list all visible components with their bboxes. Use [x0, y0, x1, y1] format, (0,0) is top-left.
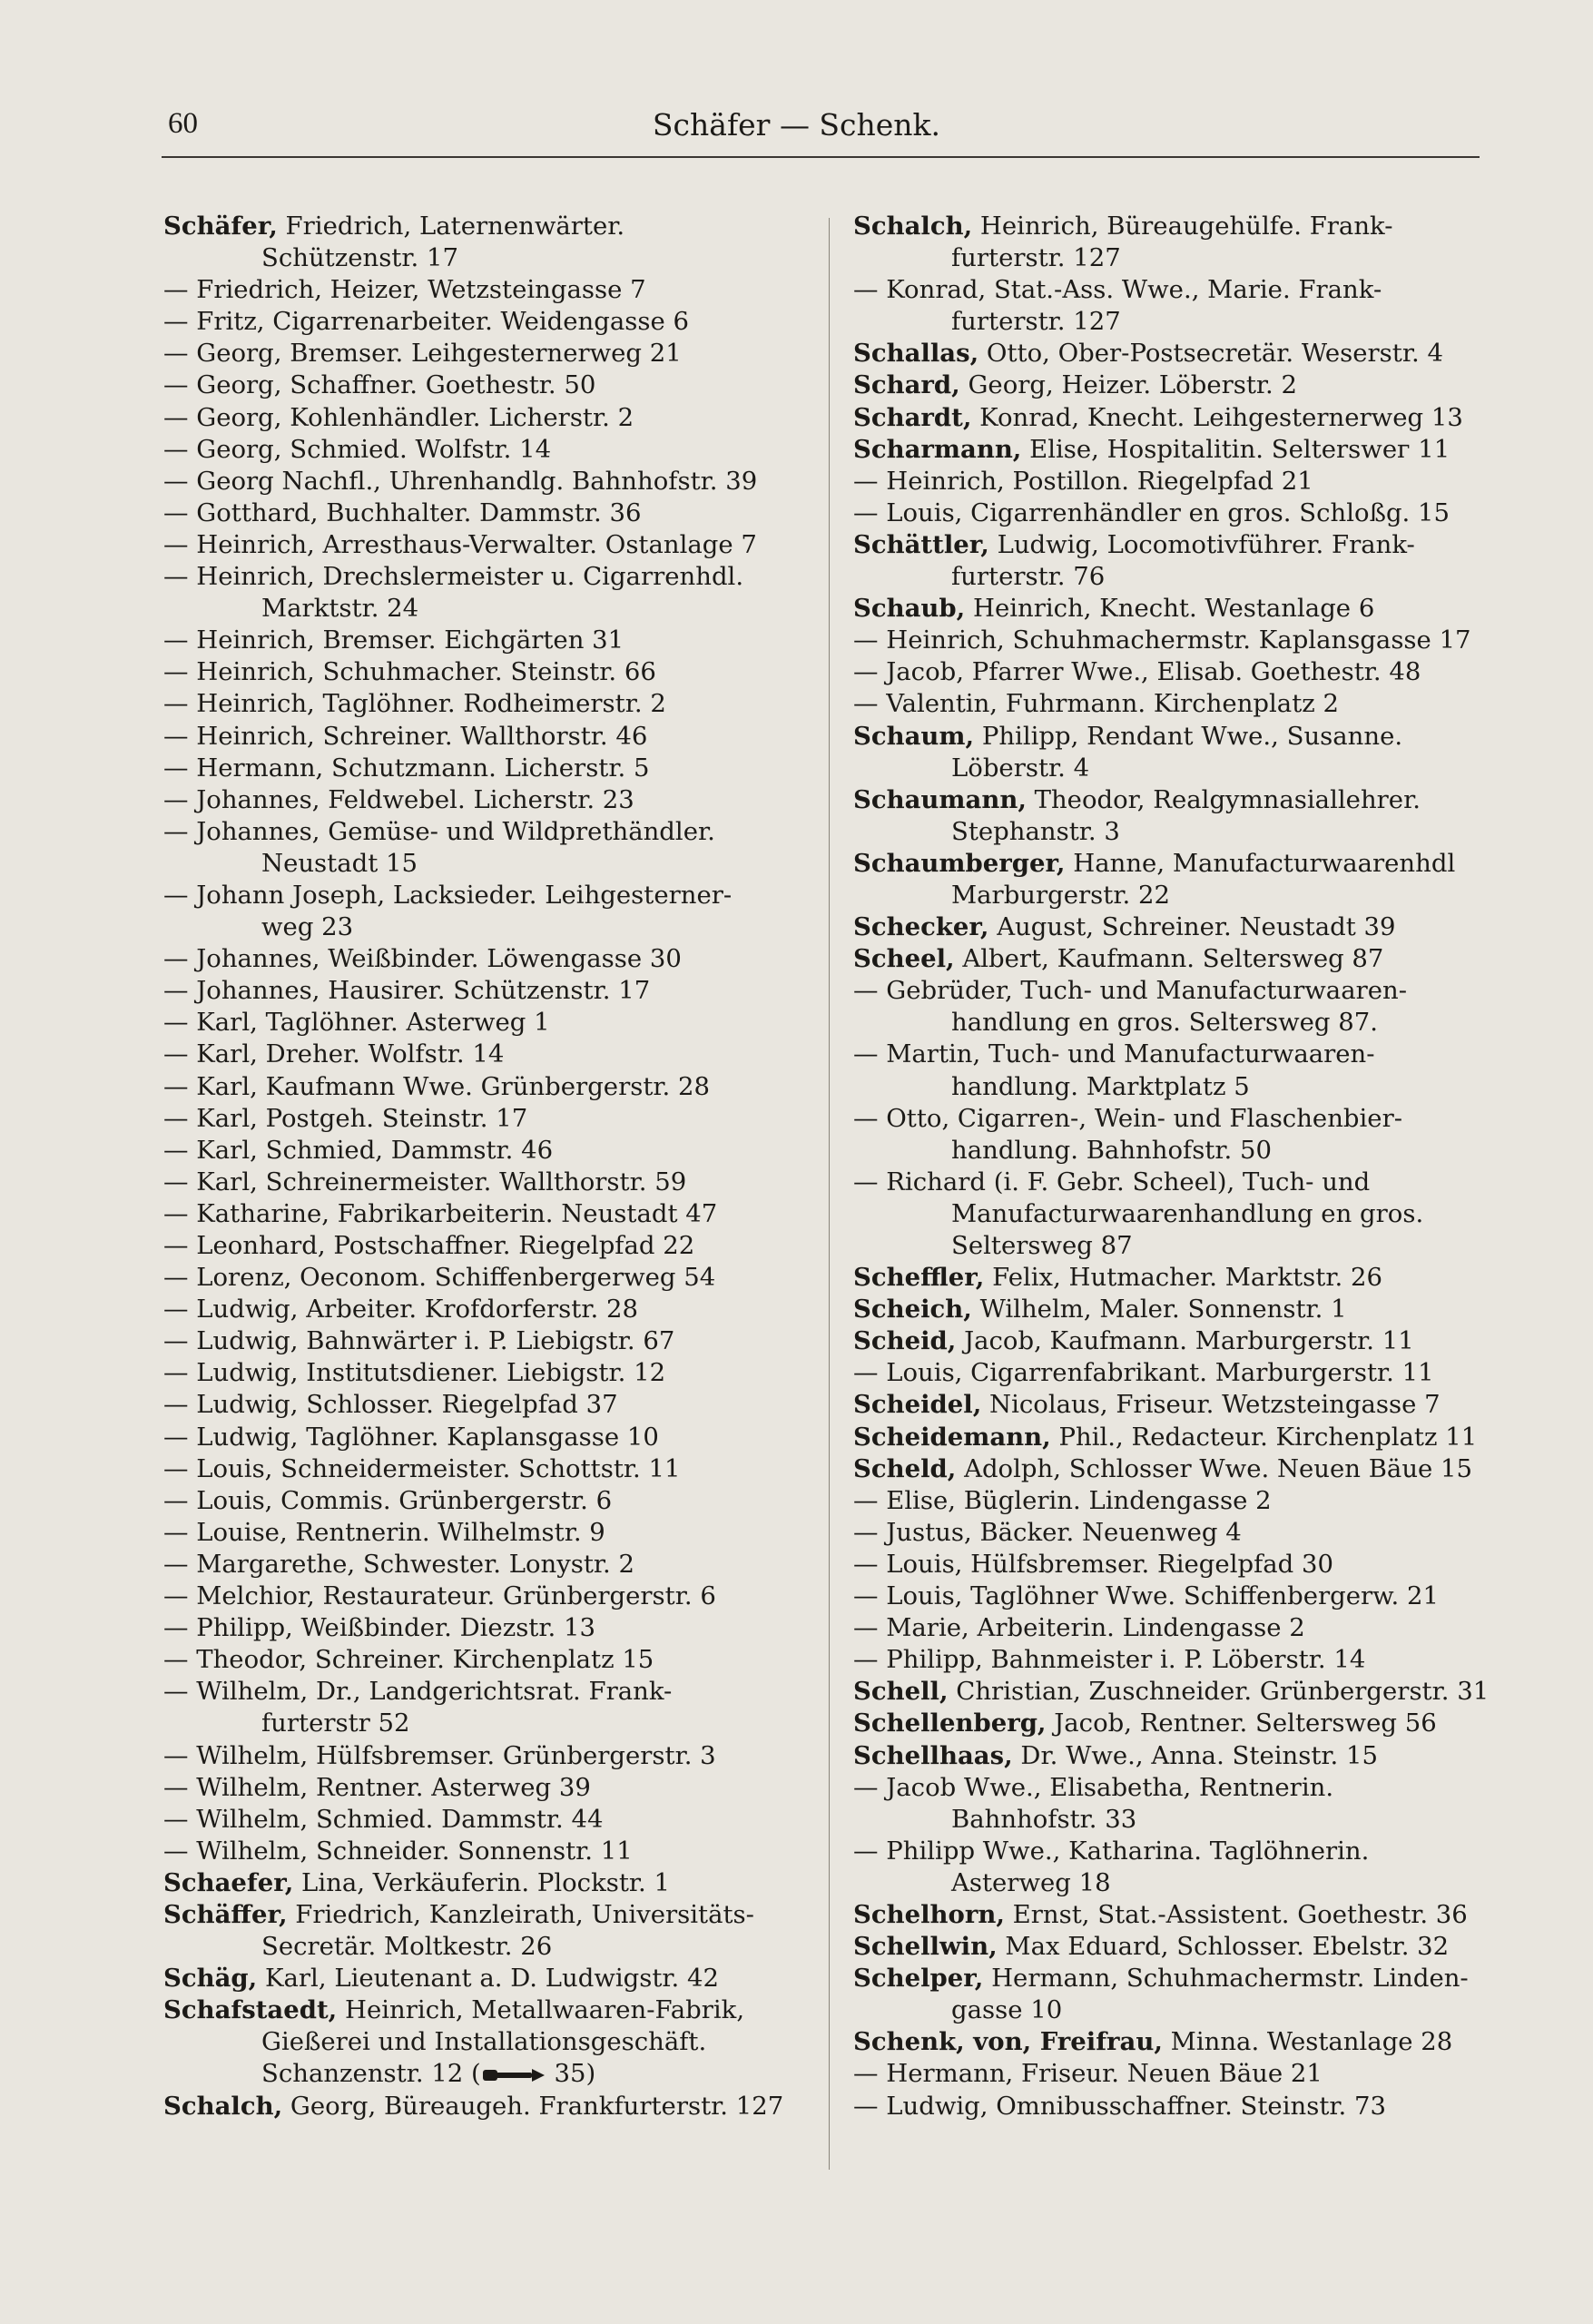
entry-text: Asterweg 18	[951, 1867, 1111, 1897]
directory-entry	[853, 1804, 1502, 1836]
entry-text: Löberstr. 4	[951, 753, 1090, 783]
entry-text: — Louis, Hülfsbremser. Riegelpfad 30	[853, 1549, 1333, 1579]
directory-entry	[853, 1198, 1502, 1230]
directory-entry	[853, 784, 1502, 816]
entry-text: — Martin, Tuch- und Manufacturwaaren-	[853, 1039, 1375, 1069]
entry-text: Albert, Kaufmann. Seltersweg 87	[954, 944, 1384, 974]
entry-text: Heinrich, Knecht. Westanlage 6	[965, 594, 1375, 624]
entry-text: — Richard (i. F. Gebr. Scheel), Tuch- und	[853, 1167, 1371, 1196]
entry-text: — Georg, Bremser. Leihgesternerweg 21	[163, 339, 682, 369]
entry-text: Gießerei und Installationsgeschäft.	[261, 2027, 707, 2057]
directory-entry	[853, 2091, 1502, 2122]
entry-text: — Johann Joseph, Lacksieder. Leihgesterner-	[163, 880, 733, 910]
directory-entry	[163, 466, 812, 497]
directory-entry	[163, 242, 812, 274]
entry-text: — Philipp, Weißbinder. Diezstr. 13	[163, 1613, 595, 1643]
directory-entry	[163, 561, 812, 593]
entry-text: Marktstr. 24	[261, 594, 419, 624]
directory-entry	[163, 848, 812, 880]
entry-surname: Schäffer,	[163, 1899, 288, 1929]
entry-text: Schanzenstr. 12 (	[261, 2059, 481, 2089]
entry-text: — Wilhelm, Rentner. Asterweg 39	[163, 1772, 591, 1802]
entry-text: — Heinrich, Bremser. Eichgärten 31	[163, 625, 624, 655]
directory-entry	[853, 1167, 1502, 1198]
entry-surname: Schättler,	[853, 529, 989, 559]
entry-text: — Philipp Wwe., Katharina. Taglöhnerin.	[853, 1836, 1370, 1866]
entry-surname: Schenk, von, Freifrau,	[853, 2027, 1163, 2057]
directory-entry	[163, 625, 812, 656]
directory-entry	[853, 880, 1502, 911]
directory-entry	[163, 1167, 812, 1198]
directory-entry	[163, 1931, 812, 1963]
entry-text: — Marie, Arbeiterin. Lindengasse 2	[853, 1613, 1305, 1643]
directory-entry	[853, 338, 1502, 369]
directory-entry	[853, 1071, 1502, 1103]
entry-text: — Wilhelm, Schneider. Sonnenstr. 11	[163, 1836, 633, 1866]
entry-surname: Scheel,	[853, 944, 955, 974]
entry-surname: Schaum,	[853, 721, 975, 751]
directory-entry	[163, 1867, 812, 1899]
directory-entry	[853, 1357, 1502, 1389]
directory-entry	[163, 1581, 812, 1612]
directory-entry	[853, 753, 1502, 784]
entry-text: Minna. Westanlage 28	[1162, 2027, 1453, 2057]
directory-entry	[853, 1612, 1502, 1644]
directory-entry	[853, 1931, 1502, 1963]
entry-surname: Scharmann,	[853, 434, 1022, 464]
directory-entry	[853, 1772, 1502, 1804]
entry-text: furterstr 52	[261, 1709, 410, 1738]
entry-text: — Heinrich, Schreiner. Wallthorstr. 46	[163, 721, 648, 751]
directory-entry	[163, 306, 812, 338]
right-column	[853, 211, 1502, 2122]
page-number: 60	[168, 107, 198, 140]
directory-entry	[853, 1039, 1502, 1070]
directory-entry	[853, 1294, 1502, 1325]
entry-text: Philipp, Rendant Wwe., Susanne.	[974, 721, 1403, 751]
entry-text: Manufacturwaarenhandlung en gros.	[951, 1198, 1424, 1228]
entry-text: Schützenstr. 17	[261, 243, 458, 273]
directory-entry	[853, 211, 1502, 242]
directory-entry	[163, 784, 812, 816]
header-rule	[162, 156, 1480, 158]
entry-text: — Katharine, Fabrikarbeiterin. Neustadt 47	[163, 1198, 718, 1228]
running-title: Schäfer — Schenk.	[652, 107, 941, 143]
entry-text: Hanne, Manufacturwaarenhdl	[1065, 848, 1456, 878]
entry-text: Bahnhofstr. 33	[951, 1804, 1137, 1834]
entry-surname: Scheid,	[853, 1326, 957, 1356]
entry-text: — Louis, Taglöhner Wwe. Schiffenbergerw. 21	[853, 1581, 1439, 1611]
entry-text: — Wilhelm, Schmied. Dammstr. 44	[163, 1804, 604, 1834]
directory-entry	[163, 1389, 812, 1421]
entry-surname: Schäg,	[163, 1964, 258, 1994]
entry-text: — Karl, Schreinermeister. Wallthorstr. 59	[163, 1167, 687, 1196]
entry-text: — Johannes, Hausirer. Schützenstr. 17	[163, 976, 651, 1006]
directory-entry	[853, 2058, 1502, 2090]
entry-text: — Friedrich, Heizer, Wetzsteingasse 7	[163, 275, 646, 305]
directory-entry	[163, 656, 812, 688]
directory-entry	[163, 2026, 812, 2058]
entry-text: — Wilhelm, Dr., Landgerichtsrat. Frank-	[163, 1677, 673, 1707]
directory-entry	[163, 1135, 812, 1167]
entry-text: handlung en gros. Selterswеg 87.	[951, 1008, 1378, 1038]
directory-entry	[163, 1899, 812, 1931]
pointing-hand-icon	[481, 2065, 546, 2085]
entry-text: — Louis, Cigarrenfabrikant. Marburgerstr. 11	[853, 1358, 1434, 1388]
entry-text: Nicolaus, Friseur. Wetzsteingasse 7	[981, 1390, 1441, 1420]
entry-text: weg 23	[261, 912, 354, 942]
directory-entry	[163, 1994, 812, 2026]
directory-entry	[163, 1262, 812, 1294]
directory-entry	[853, 2026, 1502, 2058]
entry-surname: Schelhorn,	[853, 1899, 1005, 1929]
directory-entry	[853, 369, 1502, 401]
directory-entry	[163, 1007, 812, 1039]
entry-text: Christian, Zuschneider. Grünbergerstr. 31	[948, 1677, 1490, 1707]
entry-text: — Gebrüder, Tuch- und Manufacturwaaren-	[853, 976, 1408, 1006]
entry-text: Friedrich, Kanzleirath, Universitäts-	[287, 1899, 754, 1929]
directory-entry	[163, 943, 812, 975]
entry-surname: Schaefer,	[163, 1867, 294, 1897]
directory-entry	[163, 1485, 812, 1517]
entry-text: — Louis, Schneidermeister. Schottstr. 11	[163, 1453, 681, 1483]
entry-surname: Schard,	[853, 370, 960, 400]
entry-text: — Jacob, Pfarrer Wwe., Elisab. Goethestr. 48	[853, 657, 1421, 687]
entry-text: — Otto, Cigarren-, Wein- und Flaschenbier-	[853, 1103, 1403, 1133]
directory-entry	[163, 1676, 812, 1708]
entry-text: — Hermann, Friseur. Neuen Bäue 21	[853, 2059, 1323, 2089]
directory-entry	[853, 1740, 1502, 1772]
entry-surname: Scheffler,	[853, 1263, 985, 1293]
entry-text-after: 35)	[546, 2059, 596, 2089]
entry-surname: Schecker,	[853, 912, 989, 942]
entry-text: — Margarethe, Schwester. Lonystr. 2	[163, 1549, 635, 1579]
directory-entry	[853, 529, 1502, 561]
left-column	[163, 211, 812, 2122]
entry-text: Marburgerstr. 22	[951, 880, 1170, 910]
entry-surname: Scheidemann,	[853, 1422, 1051, 1452]
directory-entry	[163, 593, 812, 625]
entry-surname: Schaumann,	[853, 784, 1027, 814]
entry-text: August, Schreiner. Neustadt 39	[988, 912, 1396, 942]
entry-text: furterstr. 76	[951, 562, 1106, 592]
directory-entry	[853, 593, 1502, 625]
directory-entry	[853, 1262, 1502, 1294]
entry-text: Neustadt 15	[261, 848, 418, 878]
directory-entry	[163, 338, 812, 369]
entry-text: — Heinrich, Taglöhner. Rodheimerstr. 2	[163, 689, 666, 719]
entry-text: — Karl, Dreher. Wolfstr. 14	[163, 1039, 505, 1069]
directory-entry	[163, 816, 812, 848]
directory-entry	[853, 1517, 1502, 1549]
directory-entry	[853, 1135, 1502, 1167]
entry-text: — Georg, Kohlenhändler. Licherstr. 2	[163, 402, 634, 432]
directory-entry	[853, 1485, 1502, 1517]
directory-entry	[163, 1071, 812, 1103]
entry-text: — Georg, Schmied. Wolfstr. 14	[163, 434, 552, 464]
directory-entry	[853, 1103, 1502, 1135]
directory-entry	[163, 1708, 812, 1739]
entry-surname: Scheidel,	[853, 1390, 982, 1420]
entry-text: — Heinrich, Schuhmacher. Steinstr. 66	[163, 657, 656, 687]
directory-entry	[853, 497, 1502, 529]
directory-entry	[163, 434, 812, 466]
directory-entry	[853, 1453, 1502, 1485]
directory-entry	[163, 1039, 812, 1070]
entry-surname: Schellhaas,	[853, 1740, 1013, 1770]
directory-entry	[853, 1007, 1502, 1039]
entry-text: Heinrich, Metallwaaren-Fabrik,	[337, 1995, 745, 2025]
directory-entry	[163, 1963, 812, 1994]
directory-entry	[853, 1644, 1502, 1676]
entry-text: — Ludwig, Schlosser. Riegelpfad 37	[163, 1390, 618, 1420]
entry-text: Georg, Büreaugeh. Frankfurterstr. 127	[282, 2091, 784, 2121]
entry-text: Phil., Redacteur. Kirchenplatz 11	[1050, 1422, 1478, 1452]
entry-text: — Karl, Taglöhner. Asterweg 1	[163, 1008, 550, 1038]
directory-entry	[853, 911, 1502, 943]
directory-entry	[163, 688, 812, 720]
entry-surname: Schäfer,	[163, 212, 278, 241]
directory-entry	[163, 274, 812, 306]
entry-text: — Louis, Commis. Grünbergerstr. 6	[163, 1485, 613, 1515]
entry-text: Otto, Ober-Postsecretär. Weserstr. 4	[978, 339, 1443, 369]
directory-entry	[853, 1836, 1502, 1867]
entry-text: Theodor, Realgymnasiallehrer.	[1026, 784, 1421, 814]
directory-entry	[853, 656, 1502, 688]
directory-entry	[163, 1357, 812, 1389]
entry-text: — Johannes, Weißbinder. Löwengasse 30	[163, 944, 682, 974]
directory-entry	[853, 943, 1502, 975]
entry-text: Konrad, Knecht. Leihgesternerweg 13	[971, 402, 1463, 432]
directory-entry	[163, 1804, 812, 1836]
directory-entry	[853, 1389, 1502, 1421]
directory-entry	[163, 721, 812, 753]
directory-entry	[853, 434, 1502, 466]
entry-text: — Fritz, Cigarrenarbeiter. Weidengasse 6	[163, 307, 689, 337]
entry-text: — Justus, Bäcker. Neuenweg 4	[853, 1517, 1242, 1547]
directory-entry	[853, 306, 1502, 338]
entry-surname: Schalch,	[163, 2091, 283, 2121]
directory-entry	[853, 1708, 1502, 1739]
entry-text: — Gotthard, Buchhalter. Dammstr. 36	[163, 497, 642, 527]
entry-text: Friedrich, Laternenwärter.	[277, 212, 625, 241]
entry-text: — Heinrich, Arresthaus-Verwalter. Ostanlage 7	[163, 529, 757, 559]
entry-surname: Schellwin,	[853, 1932, 998, 1962]
directory-entry	[163, 1772, 812, 1804]
directory-entry	[853, 1230, 1502, 1262]
directory-entry	[853, 402, 1502, 434]
directory-entry	[163, 1644, 812, 1676]
entry-surname: Schafstaedt,	[163, 1995, 338, 2025]
directory-entry	[853, 274, 1502, 306]
entry-text: — Ludwig, Bahnwärter i. P. Liebigstr. 67	[163, 1326, 675, 1356]
directory-entry	[853, 1549, 1502, 1581]
entry-text: Georg, Heizer. Löberstr. 2	[959, 370, 1298, 400]
entry-text: Dr. Wwe., Anna. Steinstr. 15	[1012, 1740, 1378, 1770]
entry-text: — Melchior, Restaurateur. Grünbergerstr. 6	[163, 1581, 716, 1611]
entry-text: — Karl, Schmied, Dammstr. 46	[163, 1135, 554, 1165]
entry-text: Elise, Hospitalitin. Selterswег 11	[1021, 434, 1450, 464]
entry-surname: Schardt,	[853, 402, 972, 432]
directory-entry	[853, 721, 1502, 753]
entry-surname: Schaumberger,	[853, 848, 1066, 878]
entry-text: Heinrich, Büreaugehülfe. Frank-	[972, 212, 1393, 241]
directory-entry	[853, 1963, 1502, 1994]
entry-text: — Karl, Kaufmann Wwe. Grünbergerstr. 28	[163, 1071, 710, 1101]
directory-entry	[163, 2091, 812, 2122]
entry-text: — Ludwig, Taglöhner. Kaplansgasse 10	[163, 1422, 659, 1452]
entry-text: — Louis, Cigarrenhändler en gros. Schloßg. 15	[853, 497, 1450, 527]
entry-text: furterstr. 127	[951, 243, 1121, 273]
entry-surname: Schaub,	[853, 594, 966, 624]
entry-text: — Wilhelm, Hülfsbremser. Grünbergerstr. 3	[163, 1740, 716, 1770]
directory-entry	[163, 1294, 812, 1325]
directory-entry	[163, 1325, 812, 1357]
entry-text: — Konrad, Stat.-Ass. Wwe., Marie. Frank-	[853, 275, 1382, 305]
entry-surname: Schallas,	[853, 339, 979, 369]
entry-text: Hermann, Schuhmachermstr. Linden-	[983, 1964, 1469, 1994]
entry-text: — Jacob Wwe., Elisabetha, Rentnerin.	[853, 1772, 1334, 1802]
entry-surname: Schellenberg,	[853, 1709, 1047, 1738]
entry-text: Max Eduard, Schlosser. Ebelstr. 32	[997, 1932, 1450, 1962]
directory-entry	[853, 1676, 1502, 1708]
entry-surname: Schelper,	[853, 1964, 984, 1994]
entry-text: Ludwig, Locomotivführer. Frank-	[988, 529, 1415, 559]
directory-entry	[853, 1994, 1502, 2026]
directory-entry	[853, 816, 1502, 848]
entry-text: — Heinrich, Drechslermeister u. Cigarrenhdl.	[163, 562, 744, 592]
entry-text: Karl, Lieutenant a. D. Ludwigstr. 42	[257, 1964, 720, 1994]
directory-entry	[853, 1422, 1502, 1453]
entry-text: — Ludwig, Arbeiter. Krofdorferstr. 28	[163, 1295, 638, 1324]
directory-entry	[163, 369, 812, 401]
directory-entry	[163, 1612, 812, 1644]
directory-entry	[163, 1103, 812, 1135]
entry-text: — Heinrich, Postillon. Riegelpfad 21	[853, 466, 1313, 496]
directory-entry	[853, 1899, 1502, 1931]
directory-entry	[163, 1453, 812, 1485]
directory-entry	[853, 625, 1502, 656]
entry-text: Secretär. Moltkestr. 26	[261, 1932, 553, 1962]
entry-surname: Scheld,	[853, 1453, 957, 1483]
entry-text: Wilhelm, Maler. Sonnenstr. 1	[971, 1295, 1347, 1324]
entry-text: — Georg Nachfl., Uhrenhandlg. Bahnhofstr. 39	[163, 466, 758, 496]
entry-text: — Karl, Postgeh. Steinstr. 17	[163, 1103, 528, 1133]
entry-text: Stephanstr. 3	[951, 816, 1120, 846]
entry-text: Selterswеg 87	[951, 1231, 1133, 1260]
entry-text: — Ludwig, Omnibusschaffner. Steinstr. 73	[853, 2091, 1386, 2121]
directory-entry	[163, 1836, 812, 1867]
entry-text: handlung. Bahnhofstr. 50	[951, 1135, 1272, 1165]
entry-surname: Schell,	[853, 1677, 949, 1707]
directory-entry	[163, 2058, 812, 2090]
directory-entry	[163, 529, 812, 561]
entry-text: furterstr. 127	[951, 307, 1121, 337]
directory-entry	[853, 1325, 1502, 1357]
entry-text: — Ludwig, Institutsdiener. Liebigstr. 12	[163, 1358, 666, 1388]
entry-text: gasse 10	[951, 1995, 1063, 2025]
entry-surname: Schalch,	[853, 212, 973, 241]
directory-entry	[163, 1198, 812, 1230]
entry-text: — Lorenz, Oeconom. Schiffenbergerweg 54	[163, 1263, 716, 1293]
directory-entry	[853, 848, 1502, 880]
directory-entry	[163, 211, 812, 242]
entry-text: — Heinrich, Schuhmachermstr. Kaplansgasse 17	[853, 625, 1471, 655]
directory-entry	[163, 1230, 812, 1262]
directory-entry	[163, 402, 812, 434]
directory-entry	[853, 688, 1502, 720]
entry-text: — Philipp, Bahnmeister i. P. Löberstr. 14	[853, 1645, 1366, 1675]
entry-text: — Johannes, Feldwebel. Licherstr. 23	[163, 784, 634, 814]
directory-entry	[163, 1740, 812, 1772]
entry-text: Lina, Verkäuferin. Plockstr. 1	[293, 1867, 671, 1897]
directory-entry	[163, 880, 812, 911]
entry-text: — Louise, Rentnerin. Wilhelmstr. 9	[163, 1517, 605, 1547]
directory-entry	[853, 975, 1502, 1007]
column-divider	[829, 218, 830, 2170]
entry-text: Felix, Hutmacher. Marktstr. 26	[984, 1263, 1382, 1293]
entry-text: — Georg, Schaffner. Goethestr. 50	[163, 370, 596, 400]
entry-text: — Leonhard, Postschaffner. Riegelpfad 22	[163, 1231, 695, 1260]
entry-text: — Theodor, Schreiner. Kirchenplatz 15	[163, 1645, 654, 1675]
entry-text: — Hermann, Schutzmann. Licherstr. 5	[163, 753, 650, 783]
entry-text: — Elise, Büglerin. Lindengasse 2	[853, 1485, 1272, 1515]
directory-entry	[853, 466, 1502, 497]
entry-text: Adolph, Schlosser Wwe. Neuen Bäue 15	[956, 1453, 1473, 1483]
entry-text: Ernst, Stat.-Assistent. Goethestr. 36	[1004, 1899, 1468, 1929]
directory-entry	[163, 497, 812, 529]
directory-entry	[853, 242, 1502, 274]
directory-entry	[853, 561, 1502, 593]
directory-entry	[853, 1867, 1502, 1899]
directory-entry	[163, 975, 812, 1007]
entry-text: — Valentin, Fuhrmann. Kirchenplatz 2	[853, 689, 1339, 719]
entry-text: handlung. Marktplatz 5	[951, 1071, 1250, 1101]
directory-entry	[163, 911, 812, 943]
directory-entry	[163, 1422, 812, 1453]
entry-text: — Johannes, Gemüse- und Wildprethändler.	[163, 816, 715, 846]
directory-entry	[163, 1517, 812, 1549]
directory-entry	[163, 753, 812, 784]
directory-entry	[853, 1581, 1502, 1612]
directory-entry	[163, 1549, 812, 1581]
entry-surname: Scheich,	[853, 1295, 972, 1324]
entry-text: Jacob, Kaufmann. Marburgerstr. 11	[956, 1326, 1414, 1356]
entry-text: Jacob, Rentner. Selterswеg 56	[1046, 1709, 1437, 1738]
